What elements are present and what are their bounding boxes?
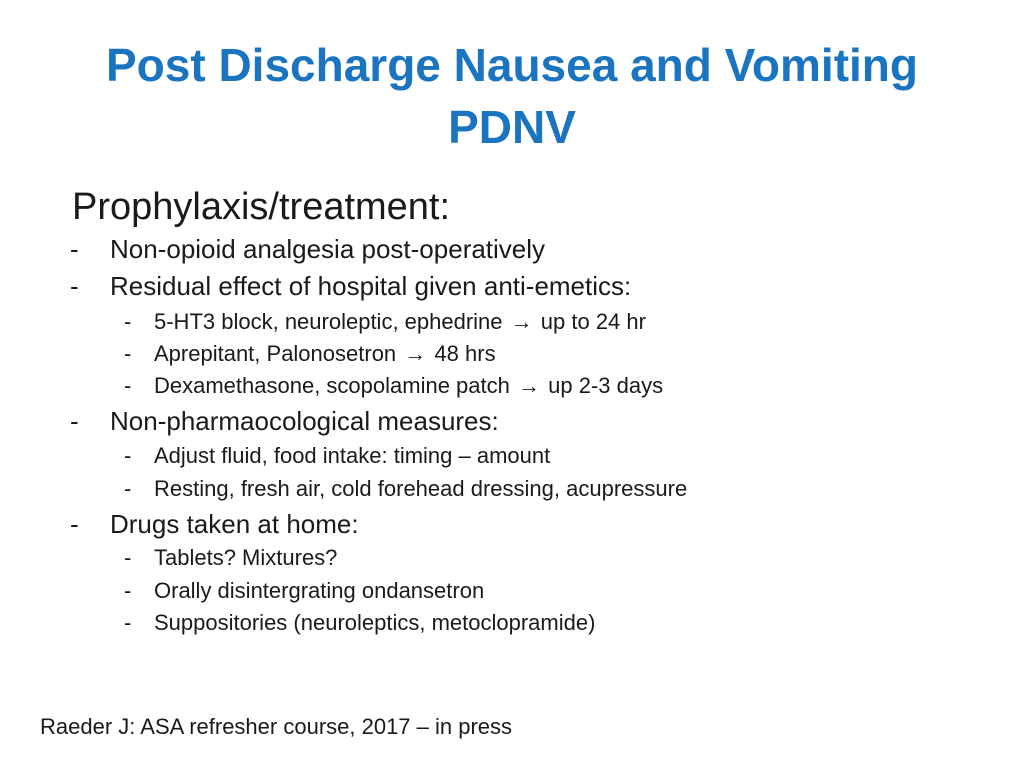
bullet-text-post: up to 24 hr xyxy=(540,309,646,334)
bullet-text-pre: 5-HT3 block, neuroleptic, ephedrine xyxy=(154,309,503,334)
bullet-marker: - xyxy=(124,341,132,366)
bullet-text-post: up 2-3 days xyxy=(548,373,664,398)
bullet-text: Tablets? Mixtures? xyxy=(154,545,338,570)
bullet-text xyxy=(154,373,663,399)
title-line-1: Post Discharge Nausea and Vomiting xyxy=(105,39,918,91)
section-heading: Prophylaxis/treatment: xyxy=(72,186,451,228)
bullet-text xyxy=(154,309,646,335)
bullet-marker: - xyxy=(124,373,132,398)
bullet-marker: - xyxy=(70,271,79,301)
slide-title xyxy=(0,34,1024,158)
bullet-marker: - xyxy=(124,610,132,635)
title-line-2: PDNV xyxy=(448,101,576,153)
bullet-text: Non-opioid analgesia post-operatively xyxy=(110,234,546,264)
arrow-right-icon: → xyxy=(510,309,533,334)
bullet-marker: - xyxy=(124,545,132,570)
bullet-marker: - xyxy=(70,406,79,436)
bullet-text: Orally disintergrating ondansetron xyxy=(154,578,485,603)
bullet-marker: - xyxy=(124,578,132,603)
bullet-text-pre: Dexamethasone, scopolamine patch xyxy=(154,373,510,398)
arrow-right-icon: → xyxy=(404,341,427,366)
bullet-text: Non-pharmaocological measures: xyxy=(110,406,499,436)
bullet-marker: - xyxy=(124,309,132,334)
bullet-text: Suppositories (neuroleptics, metoclopramide) xyxy=(154,610,596,635)
bullet-marker: - xyxy=(124,476,132,501)
bullet-marker: - xyxy=(124,443,132,468)
bullet-text: Residual effect of hospital given anti-emetics: xyxy=(110,271,632,301)
reference-citation: Raeder J: ASA refresher course, 2017 – in press xyxy=(40,714,513,739)
bullet-text xyxy=(154,341,496,367)
bullet-text-pre: Aprepitant, Palonosetron xyxy=(154,341,397,366)
bullet-marker: - xyxy=(70,509,79,539)
bullet-text: Resting, fresh air, cold forehead dressing, acupressure xyxy=(154,476,688,501)
bullet-text-post: 48 hrs xyxy=(434,341,496,366)
arrow-right-icon: → xyxy=(518,373,541,398)
bullet-text: Drugs taken at home: xyxy=(110,509,359,539)
bullet-text: Adjust fluid, food intake: timing – amount xyxy=(154,443,551,468)
bullet-marker: - xyxy=(70,234,79,264)
